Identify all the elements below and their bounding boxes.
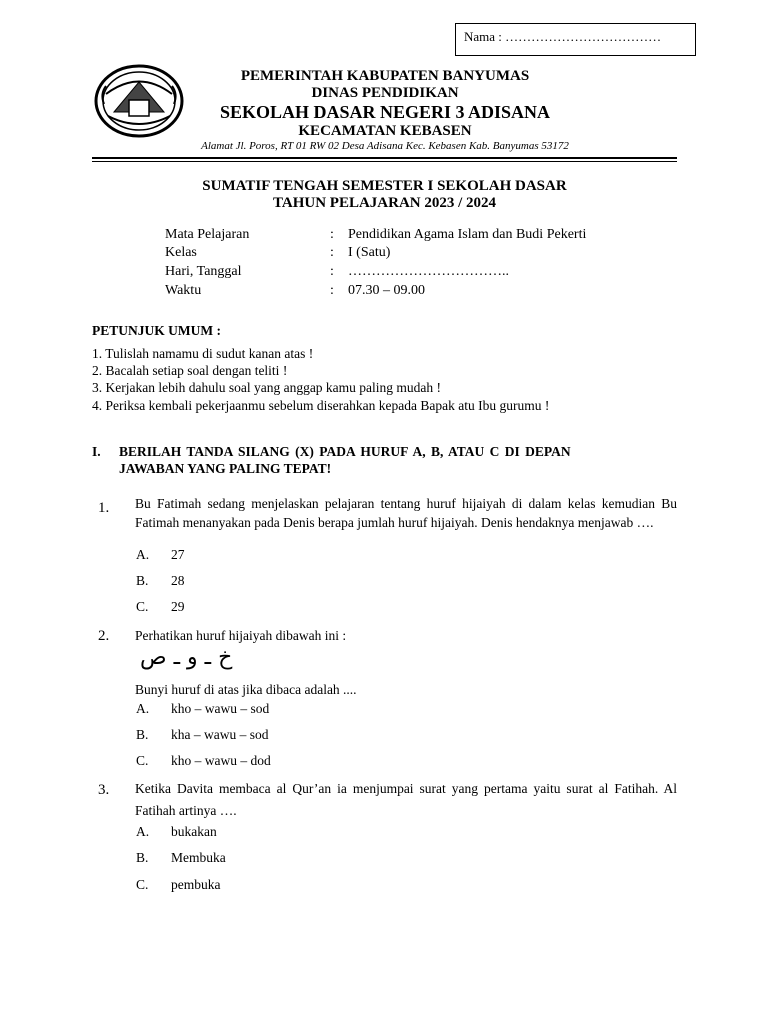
info-value-date[interactable]: …………………………….. bbox=[348, 264, 509, 279]
question-text: Perhatikan huruf hijaiyah dibawah ini : bbox=[135, 628, 347, 643]
option-text[interactable]: kho – wawu – sod bbox=[171, 701, 270, 716]
option-letter[interactable]: A. bbox=[136, 547, 150, 562]
exam-year: TAHUN PELAJARAN 2023 / 2024 bbox=[272, 195, 497, 211]
exam-title: SUMATIF TENGAH SEMESTER I SEKOLAH DASAR bbox=[202, 178, 567, 194]
instruction-item: 1. Tulislah namamu di sudut kanan atas ! bbox=[92, 346, 314, 361]
question-text: Bu Fatimah sedang menjelaskan pelajaran tentang huruf hijaiyah di dalam kelas kemudian Bu Fatimah menanyakan pada Denis berapa jumlah huruf hijaiyah. Denis hendaknya menjawab …. bbox=[135, 496, 677, 530]
instruction-item: 3. Kerjakan lebih dahulu soal yang anggap kamu paling mudah ! bbox=[92, 380, 442, 395]
info-label: Mata Pelajaran bbox=[165, 227, 250, 242]
name-field[interactable]: Nama : ……………………………… bbox=[455, 23, 696, 56]
school-name: SEKOLAH DASAR NEGERI 3 ADISANA bbox=[219, 102, 551, 122]
option-text[interactable]: 28 bbox=[171, 573, 185, 588]
arabic-letters: خ ـ و ـ ص bbox=[140, 645, 233, 670]
option-text[interactable]: bukakan bbox=[171, 824, 217, 839]
question-text: Ketika Davita membaca al Qur’an ia menjumpai surat yang pertama yaitu surat al Fatihah. Al Fatihah artinya …. bbox=[135, 781, 677, 818]
header-divider-thin bbox=[92, 161, 677, 162]
option-letter[interactable]: A. bbox=[136, 824, 150, 839]
info-label: Waktu bbox=[165, 283, 202, 298]
option-letter[interactable]: A. bbox=[136, 701, 150, 716]
option-letter[interactable]: C. bbox=[136, 599, 149, 614]
info-label: Kelas bbox=[165, 245, 197, 260]
option-letter[interactable]: B. bbox=[136, 850, 149, 865]
option-text[interactable]: 27 bbox=[171, 547, 185, 562]
info-colon: : bbox=[330, 227, 334, 242]
option-text[interactable]: pembuka bbox=[171, 877, 221, 892]
section-number: I. bbox=[92, 444, 101, 459]
option-text[interactable]: kha – wawu – sod bbox=[171, 727, 269, 742]
section-instruction: BERILAH TANDA SILANG (X) PADA HURUF A, B, ATAU C DI DEPAN bbox=[119, 444, 571, 459]
instructions-heading: PETUNJUK UMUM : bbox=[92, 323, 221, 338]
option-letter[interactable]: C. bbox=[136, 877, 149, 892]
option-text[interactable]: 29 bbox=[171, 599, 185, 614]
question-number: 1. bbox=[98, 500, 110, 516]
question-number: 2. bbox=[98, 628, 110, 644]
header-divider bbox=[92, 157, 677, 159]
section-instruction-2: JAWABAN YANG PALING TEPAT! bbox=[119, 461, 332, 476]
instruction-item: 2. Bacalah setiap soal dengan teliti ! bbox=[92, 363, 288, 378]
header-line-1: PEMERINTAH KABUPATEN BANYUMAS bbox=[240, 68, 530, 84]
option-text[interactable]: kho – wawu – dod bbox=[171, 753, 271, 768]
info-value-class: I (Satu) bbox=[348, 245, 391, 260]
instruction-item: 4. Periksa kembali pekerjaanmu sebelum diserahkan kepada Bapak atu Ibu gurumu ! bbox=[92, 398, 550, 413]
info-colon: : bbox=[330, 245, 334, 260]
info-value-subject: Pendidikan Agama Islam dan Budi Pekerti bbox=[348, 227, 587, 242]
info-colon: : bbox=[330, 264, 334, 279]
question-number: 3. bbox=[98, 782, 110, 798]
option-letter[interactable]: B. bbox=[136, 573, 149, 588]
school-address: Alamat Jl. Poros, RT 01 RW 02 Desa Adisana Kec. Kebasen Kab. Banyumas 53172 bbox=[201, 140, 569, 152]
option-text[interactable]: Membuka bbox=[171, 850, 226, 865]
header-line-2: DINAS PENDIDIKAN bbox=[311, 85, 459, 101]
option-letter[interactable]: C. bbox=[136, 753, 149, 768]
info-colon: : bbox=[330, 283, 334, 298]
header-line-4: KECAMATAN KEBASEN bbox=[298, 123, 472, 139]
question-prompt: Bunyi huruf di atas jika dibaca adalah .... bbox=[135, 682, 357, 697]
option-letter[interactable]: B. bbox=[136, 727, 149, 742]
info-label: Hari, Tanggal bbox=[165, 264, 242, 279]
info-value-time: 07.30 – 09.00 bbox=[348, 283, 425, 298]
